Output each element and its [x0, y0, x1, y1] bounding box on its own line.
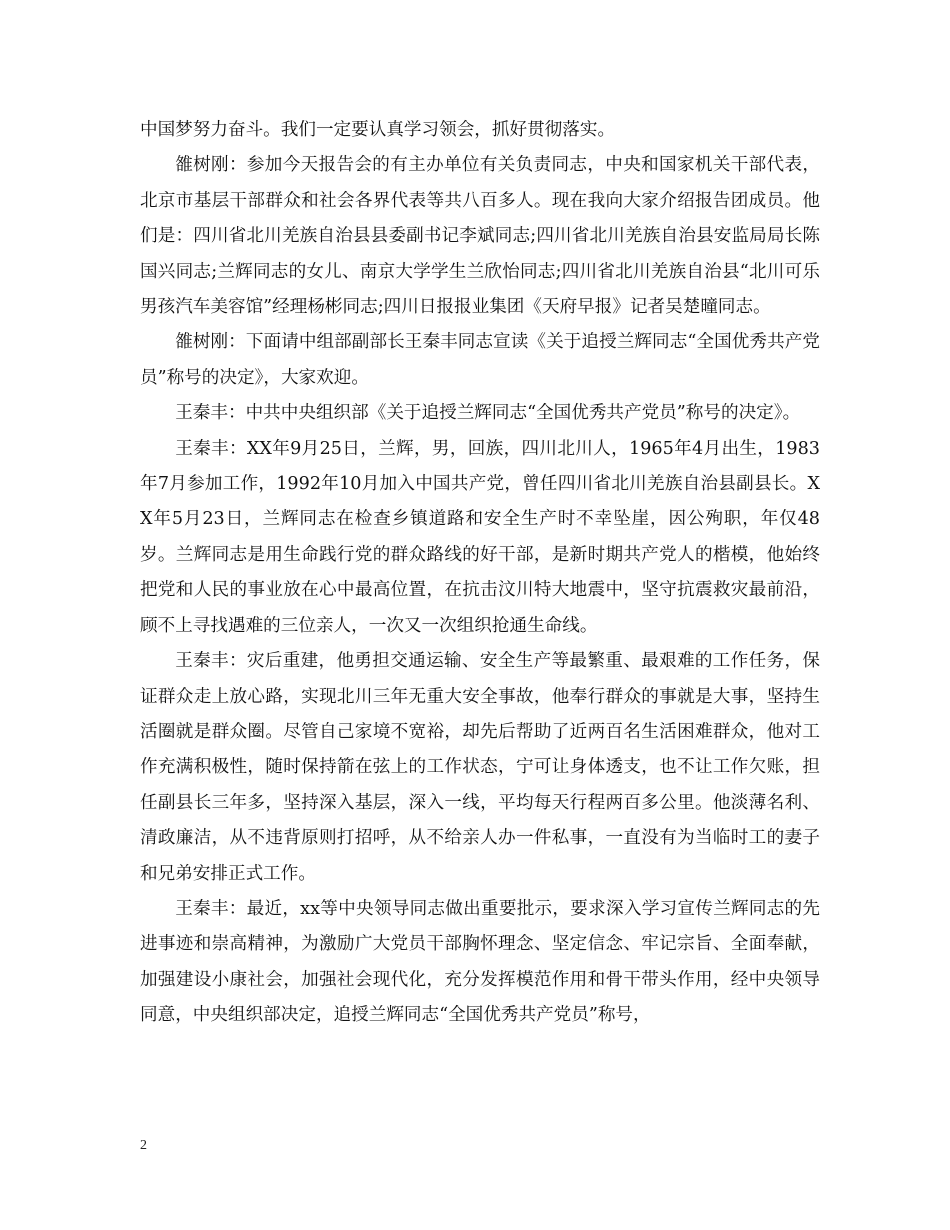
paragraph-biography: 王秦丰：XX年9月25日，兰辉，男，回族，四川北川人，1965年4月出生，1983年7月参加工作，1992年10月加入中国共产党，曾任四川省北川羌族自治县副县长。XX年5月23日，兰辉同志在检查乡镇道路和安全生产时不幸坠崖，因公殉职，年仅48岁。兰辉同志是用生命践行党的群众路线的好干部，是新时期共产党人的楷模，他始终把党和人民的事业放在心中最高位置，在抗击汶川特大地震中，坚守抗震救灾最前沿，顾不上寻找遇难的三位亲人，一次又一次组织抢通生命线。 — [140, 438, 820, 636]
page-number: 2 — [140, 1138, 147, 1153]
paragraph-continuation: 中国梦努力奋斗。我们一定要认真学习领会，抓好贯彻落实。 — [140, 120, 616, 140]
paragraph-award: 王秦丰：最近，xx等中央领导同志做出重要批示，要求深入学习宣传兰辉同志的先进事迹和崇高精神，为激励广大党员干部胸怀理念、坚定信念、牢记宗旨、全面奉献，加强建设小康社会，加强社会现代化，充分发挥模范作用和骨干带头作用，经中央领导同意，中央组织部决定，追授兰辉同志“全国优秀共产党员”称号， — [140, 898, 820, 1026]
document-body — [140, 113, 820, 1034]
paragraph-decision-title: 王秦丰：中共中央组织部《关于追授兰辉同志“全国优秀共产党员”称号的决定》。 — [175, 403, 801, 424]
paragraph-reconstruction: 王秦丰：灾后重建，他勇担交通运输、安全生产等最繁重、最艰难的工作任务，保证群众走上放心路，实现北川三年无重大安全事故，他奉行群众的事就是大事，坚持生活圈就是群众圈。尽管自己家境不宽裕，却先后帮助了近两百名生活困难群众，他对工作充满积极性，随时保持箭在弦上的工作状态，宁可让身体透支，也不让工作欠账，担任副县长三年多，坚持深入基层，深入一线，平均每天行程两百多公里。他淡薄名利、清政廉洁，从不违背原则打招呼，从不给亲人办一件私事，一直没有为当临时工的妻子和兄弟安排正式工作。 — [140, 651, 820, 884]
paragraph-invitation: 雒树刚：下面请中组部副部长王秦丰同志宣读《关于追授兰辉同志“全国优秀共产党员”称号的决定》，大家欢迎。 — [140, 332, 820, 388]
paragraph-introduction: 雒树刚：参加今天报告会的有主办单位有关负责同志，中央和国家机关干部代表，北京市基层干部群众和社会各界代表等共八百多人。现在我向大家介绍报告团成员。他们是：四川省北川羌族自治县县委副书记李斌同志;四川省北川羌族自治县安监局局长陈国兴同志;兰辉同志的女儿、南京大学学生兰欣怡同志;四川省北川羌族自治县“北川可乐男孩汽车美容馆”经理杨彬同志;四川日报报业集团《天府早报》记者吴楚曈同志。 — [140, 155, 820, 318]
